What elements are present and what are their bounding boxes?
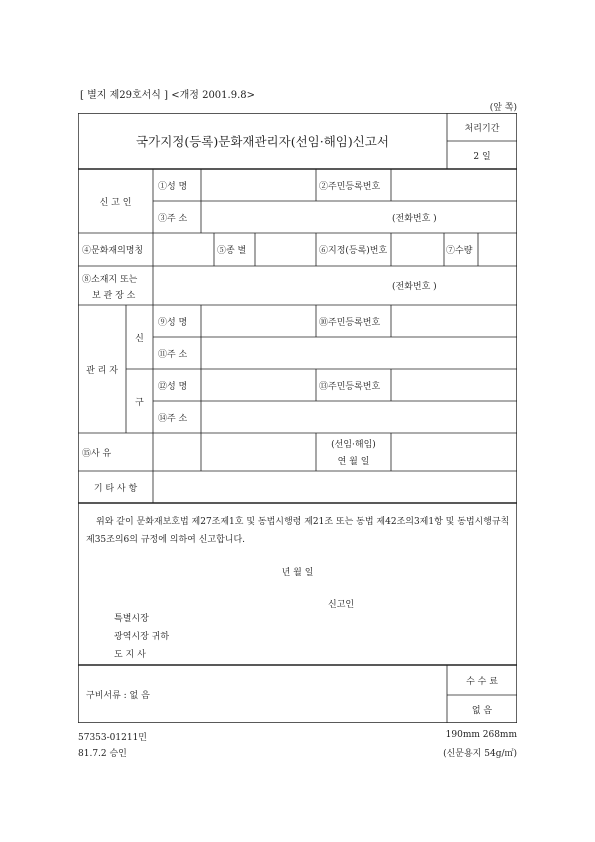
other-field[interactable] [153,471,517,503]
reporter-name-field[interactable] [201,169,316,201]
reason-field-1[interactable] [153,433,201,471]
new-address-field[interactable] [201,337,517,369]
old-address-label: ⑭주 소 [158,413,188,424]
reporter-name-label: ①성 명 [158,181,188,192]
manager-old-label: 구 [135,397,144,408]
form-number: [ 별지 제29호서식 ] <개정 2001.9.8> [80,90,255,101]
paper-size: 190mm 268mm [445,730,517,740]
reporter-phone-label: (전화번호 ) [392,213,437,224]
required-docs: 구비서류 : 없 음 [86,690,150,701]
old-id-field[interactable] [391,369,517,401]
new-id-field[interactable] [391,305,517,337]
asset-name-label: ④문화재의명칭 [82,246,144,256]
appoint-date-field[interactable] [391,433,517,471]
appoint-label-line2: 연 월 일 [337,456,370,467]
declaration-text: 위와 같이 문화재보호법 제27조제1호 및 동법시행령 제21조 또는 동법 제42조의3제1항 및 동법시행규칙 제35조의6의 규정에 의하여 신고합니다. [86,517,510,545]
approval-date: 81.7.2 승인 [78,749,127,759]
appoint-label-line1: (선임·해임) [331,439,376,450]
new-name-label: ⑨성 명 [158,317,188,328]
signer-label: 신고인 [328,599,355,610]
new-id-label: ⑩주민등록번호 [319,317,381,328]
location-label-line1: ⑧소재지 또는 [82,274,138,285]
fee-label: 수 수 료 [466,676,498,687]
processing-value: 2 일 [473,151,491,162]
manager-label: 관 리 자 [86,365,118,376]
page-side-label: (앞 쪽) [489,103,517,113]
paper-type: (신문용지 54g/㎡) [443,749,517,759]
addressee-line1: 특별시장 [114,613,149,624]
location-field[interactable] [153,266,517,305]
report-form [78,113,517,723]
asset-type-field[interactable] [255,233,316,266]
reporter-id-field[interactable] [391,169,517,201]
old-name-label: ⑫성 명 [158,381,188,392]
asset-reg-label: ⑥지정(등록)번호 [319,246,388,256]
asset-reg-field[interactable] [391,233,444,266]
reporter-label: 신 고 인 [99,197,132,208]
reason-field-2[interactable] [201,433,316,471]
processing-label: 처리기간 [464,123,500,134]
declaration-date: 년 월 일 [281,567,314,578]
new-address-label: ⑪주 소 [158,349,188,360]
other-label: 기 타 사 항 [93,483,138,494]
location-label-line2: 보 관 장 소 [92,290,136,301]
old-name-field[interactable] [201,369,316,401]
old-id-label: ⑬주민등록번호 [319,381,381,392]
old-address-field[interactable] [201,401,517,433]
addressee-line3: 도 지 사 [114,649,146,660]
reporter-id-label: ②주민등록번호 [319,181,381,192]
reporter-address-label: ③주 소 [158,213,188,224]
asset-name-field[interactable] [153,233,214,266]
location-phone-label: (전화번호 ) [392,282,437,292]
new-name-field[interactable] [201,305,316,337]
form-title: 국가지정(등록)문화재관리자(선임·해임)신고서 [136,134,389,149]
manager-new-label: 신 [135,333,144,344]
asset-type-label: ⑤종 별 [217,246,247,256]
fee-value: 없 음 [471,705,493,716]
addressee-line2: 광역시장 귀하 [114,631,170,642]
asset-qty-label: ⑦수량 [446,246,473,256]
form-code: 57353-01211민 [78,733,147,743]
reason-label: ⑮사 유 [82,448,112,459]
reporter-address-field[interactable] [201,201,517,233]
asset-qty-field[interactable] [478,233,517,266]
